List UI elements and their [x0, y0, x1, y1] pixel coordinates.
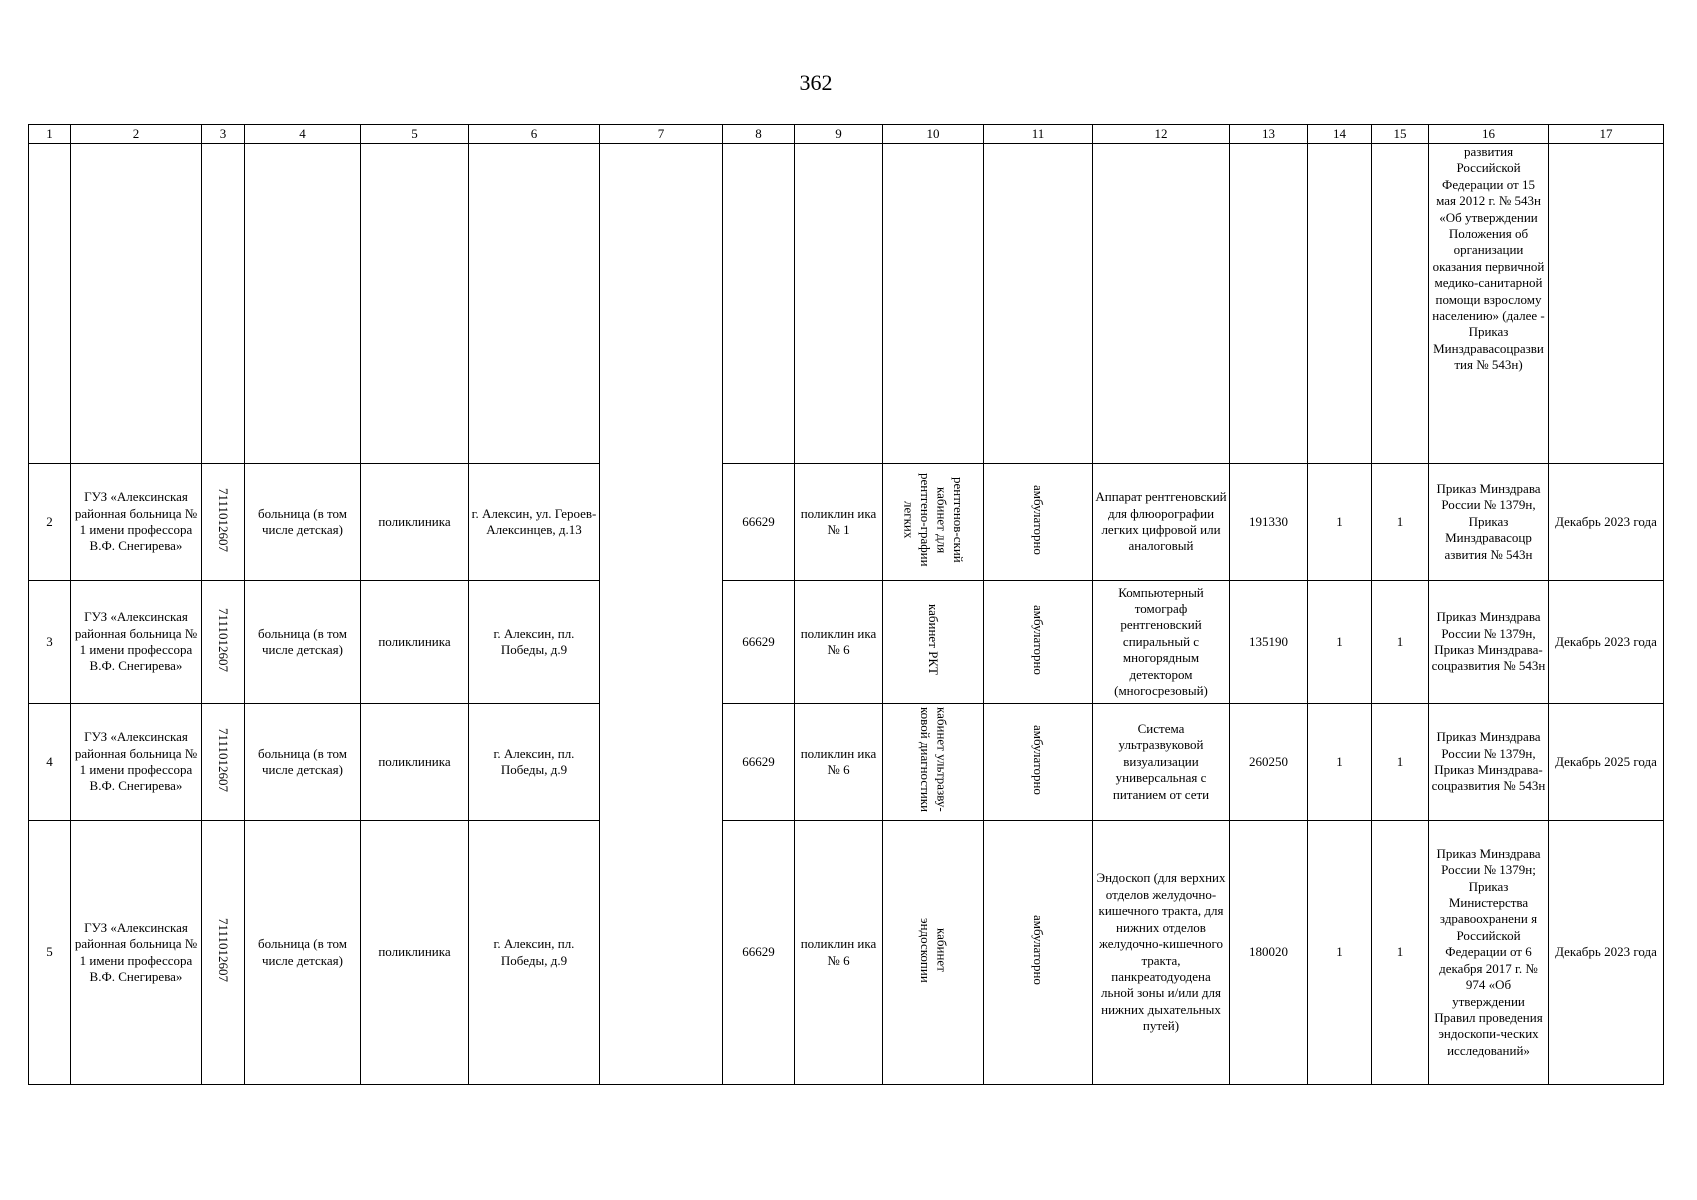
organization-type: больница (в том числе детская): [245, 704, 361, 821]
legal-basis: Приказ Минздрава России № 1379н, Приказ Минздрава-соцразвития № 543н: [1429, 704, 1549, 821]
equipment-code: 191330: [1230, 464, 1308, 581]
column-number: 1: [29, 125, 71, 144]
table-row: [29, 464, 1664, 581]
inn-value: 7111012607: [216, 918, 232, 983]
column-number: 8: [723, 125, 795, 144]
oktmo: 66629: [723, 464, 795, 581]
quantity: 1: [1372, 464, 1429, 581]
column-number: 5: [361, 125, 469, 144]
empty-cell: [29, 144, 71, 464]
equipment: Система ультразвуковой визуализации универсальная с питанием от сети: [1093, 704, 1230, 821]
equipment: Компьютерный томограф рентгеновский спиральный с многорядным детектором (многосрезовый): [1093, 581, 1230, 704]
conditions-cell: [984, 581, 1093, 704]
equipment-table: [28, 124, 1664, 1085]
column-number: 16: [1429, 125, 1549, 144]
deadline: Декабрь 2023 года: [1549, 581, 1664, 704]
equipment-code: 260250: [1230, 704, 1308, 821]
quantity: 1: [1372, 821, 1429, 1085]
unit: поликлин ика № 1: [795, 464, 883, 581]
empty-cell: [1093, 144, 1230, 464]
conditions-value: амбулаторно: [1031, 915, 1047, 986]
address: г. Алексин, ул. Героев-Алексинцев, д.13: [469, 464, 600, 581]
organization-name: ГУЗ «Алексинская районная больница № 1 имени профессора В.Ф. Снегирева»: [71, 581, 202, 704]
continuation-row: [29, 144, 1664, 464]
address: г. Алексин, пл. Победы, д.9: [469, 704, 600, 821]
empty-cell: [71, 144, 202, 464]
conditions-value: амбулаторно: [1031, 604, 1047, 675]
quantity: 1: [1308, 464, 1372, 581]
column-number: 15: [1372, 125, 1429, 144]
column-number: 10: [883, 125, 984, 144]
deadline: Декабрь 2023 года: [1549, 821, 1664, 1085]
column-number: 13: [1230, 125, 1308, 144]
oktmo: 66629: [723, 581, 795, 704]
cabinet-value: кабинет эндоскопии: [918, 917, 950, 983]
table-row: [29, 821, 1664, 1085]
empty-cell: [984, 144, 1093, 464]
empty-cell: [1308, 144, 1372, 464]
inn-value: 7111012607: [216, 727, 232, 792]
equipment-code: 180020: [1230, 821, 1308, 1085]
legal-basis: Приказ Минздрава России № 1379н, Приказ Минздрава-соцразвития № 543н: [1429, 581, 1549, 704]
column-number: 12: [1093, 125, 1230, 144]
row-number: 3: [29, 581, 71, 704]
empty-cell: [361, 144, 469, 464]
unit: поликлин ика № 6: [795, 581, 883, 704]
conditions-cell: [984, 704, 1093, 821]
oktmo: 66629: [723, 704, 795, 821]
row-number: 4: [29, 704, 71, 821]
organization-name: ГУЗ «Алексинская районная больница № 1 имени профессора В.Ф. Снегирева»: [71, 821, 202, 1085]
division: поликлиника: [361, 581, 469, 704]
quantity: 1: [1372, 704, 1429, 821]
column-number-row: [29, 125, 1664, 144]
cabinet-value: кабинет РКТ: [926, 604, 942, 676]
deadline: Декабрь 2025 года: [1549, 704, 1664, 821]
unit: поликлин ика № 6: [795, 821, 883, 1085]
cabinet-value: рентгенов-ский кабинет для рентгено-графии легких: [901, 473, 966, 567]
empty-cell: [883, 144, 984, 464]
organization-type: больница (в том числе детская): [245, 464, 361, 581]
quantity: 1: [1372, 581, 1429, 704]
cabinet-value: кабинет ультразву-ковой диагностики: [918, 707, 950, 813]
cabinet-cell: [883, 464, 984, 581]
legal-basis: Приказ Минздрава России № 1379н; Приказ Министерства здравоохранени я Российской Федерации от 6 декабря 2017 г. № 974 «Об утверждении Правил проведения эндоскопи-ческих исследований»: [1429, 821, 1549, 1085]
oktmo: 66629: [723, 821, 795, 1085]
unit: поликлин ика № 6: [795, 704, 883, 821]
page-number: 362: [799, 70, 833, 95]
column-number: 14: [1308, 125, 1372, 144]
conditions-cell: [984, 821, 1093, 1085]
empty-cell: [1230, 144, 1308, 464]
row-number: 5: [29, 821, 71, 1085]
column-7-cell: [600, 144, 723, 1085]
column-number: 3: [202, 125, 245, 144]
cabinet-cell: [883, 704, 984, 821]
conditions-cell: [984, 464, 1093, 581]
column-number: 17: [1549, 125, 1664, 144]
empty-cell: [723, 144, 795, 464]
equipment: Аппарат рентгеновский для флюорографии легких цифровой или аналоговый: [1093, 464, 1230, 581]
empty-cell: [202, 144, 245, 464]
column-number: 9: [795, 125, 883, 144]
inn-cell: [202, 581, 245, 704]
empty-cell: [1372, 144, 1429, 464]
organization-type: больница (в том числе детская): [245, 821, 361, 1085]
organization-type: больница (в том числе детская): [245, 581, 361, 704]
column-number: 6: [469, 125, 600, 144]
empty-cell: [245, 144, 361, 464]
row-number: 2: [29, 464, 71, 581]
conditions-value: амбулаторно: [1031, 724, 1047, 795]
empty-cell: [795, 144, 883, 464]
column-number: 11: [984, 125, 1093, 144]
cabinet-cell: [883, 581, 984, 704]
inn-cell: [202, 704, 245, 821]
column-number: 4: [245, 125, 361, 144]
division: поликлиника: [361, 704, 469, 821]
organization-name: ГУЗ «Алексинская районная больница № 1 имени профессора В.Ф. Снегирева»: [71, 464, 202, 581]
equipment-code: 135190: [1230, 581, 1308, 704]
division: поликлиника: [361, 821, 469, 1085]
inn-cell: [202, 821, 245, 1085]
legal-basis-continuation: развития Российской Федерации от 15 мая 2012 г. № 543н «Об утверждении Положения об организации оказания первичной медико-санитарной помощи взрослому населению» (далее - Приказ Минздравасоцразвития № 543н): [1429, 144, 1549, 464]
inn-cell: [202, 464, 245, 581]
empty-cell: [1549, 144, 1664, 464]
address: г. Алексин, пл. Победы, д.9: [469, 821, 600, 1085]
address: г. Алексин, пл. Победы, д.9: [469, 581, 600, 704]
cabinet-cell: [883, 821, 984, 1085]
table-row: [29, 704, 1664, 821]
table-row: [29, 581, 1664, 704]
inn-value: 7111012607: [216, 487, 232, 552]
conditions-value: амбулаторно: [1031, 484, 1047, 555]
legal-basis: Приказ Минздрава России № 1379н, Приказ Минздравасоцр азвития № 543н: [1429, 464, 1549, 581]
quantity: 1: [1308, 821, 1372, 1085]
quantity: 1: [1308, 581, 1372, 704]
empty-cell: [469, 144, 600, 464]
inn-value: 7111012607: [216, 607, 232, 672]
deadline: Декабрь 2023 года: [1549, 464, 1664, 581]
quantity: 1: [1308, 704, 1372, 821]
division: поликлиника: [361, 464, 469, 581]
column-number: 2: [71, 125, 202, 144]
equipment: Эндоскоп (для верхних отделов желудочно-кишечного тракта, для нижних отделов желудочно-кишечного тракта, панкреатодуодена льной зоны и/или для нижних дыхательных путей): [1093, 821, 1230, 1085]
organization-name: ГУЗ «Алексинская районная больница № 1 имени профессора В.Ф. Снегирева»: [71, 704, 202, 821]
column-number: 7: [600, 125, 723, 144]
